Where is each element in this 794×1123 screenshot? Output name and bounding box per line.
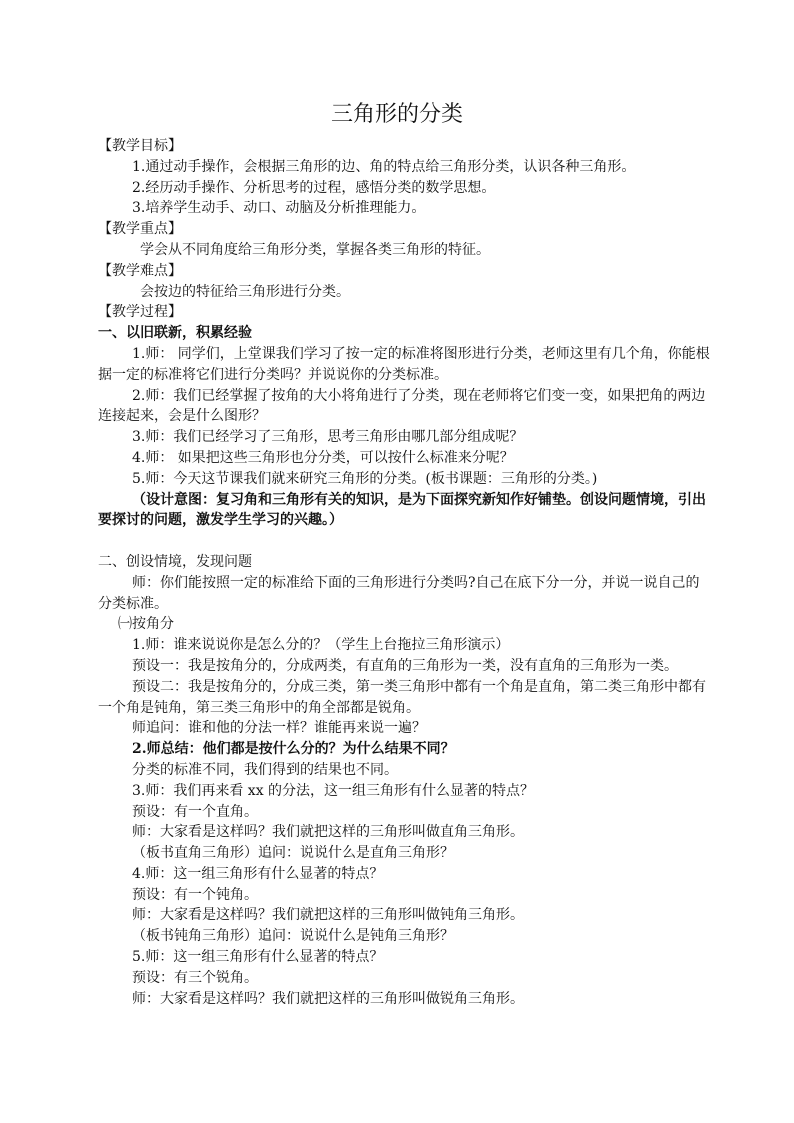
part2-subheading: ㈠按角分 <box>118 616 174 633</box>
section-heading-key: 【教学重点】 <box>98 221 182 238</box>
document-body <box>98 136 710 1009</box>
part2-line: 预设：有三个锐角。 <box>132 969 258 986</box>
part2-summary: 2.师总结：他们都是按什么分的？为什么结果不同？ <box>132 741 455 758</box>
part2-line: （板书直角三角形）追问：说说什么是直角三角形？ <box>132 845 454 862</box>
part2-line: （板书钝角三角形）追问：说说什么是钝角三角形？ <box>132 928 454 945</box>
part1-item: 5.师：今天这节课我们就来研究三角形的分类。(板书课题：三角形的分类。) <box>132 470 598 487</box>
part2-line: 分类的标准不同，我们得到的结果也不同。 <box>132 761 398 778</box>
part2-line: 3.师：我们再来看 xx 的分法，这一组三角形有什么显著的特点？ <box>132 782 535 799</box>
part2-intro: 师：你们能按照一定的标准给下面的三角形进行分类吗?自己在底下分一分，并说一说自己的分类标准。 <box>98 574 700 612</box>
part2-line: 预设一：我是按角分的，分成两类，有直角的三角形为一类，没有直角的三角形为一类。 <box>132 657 678 674</box>
part2-line: 预设：有一个直角。 <box>132 803 258 820</box>
spacer <box>98 531 710 552</box>
part1-item: 3.师：我们已经学习了三角形，思考三角形由哪几部分组成呢？ <box>132 429 524 446</box>
part2-line: 预设：有一个钝角。 <box>132 886 258 903</box>
part2-line: 1.师：谁来说说你是怎么分的？（学生上台拖拉三角形演示） <box>132 637 510 654</box>
part2-line: 师：大家看是这样吗？我们就把这样的三角形叫做锐角三角形。 <box>132 990 524 1007</box>
page-title: 三角形的分类 <box>330 102 463 127</box>
goal-item: 1.通过动手操作，会根据三角形的边、角的特点给三角形分类，认识各种三角形。 <box>132 158 636 175</box>
part1-item: 4.师： 如果把这些三角形也分分类，可以按什么标准来分呢？ <box>132 449 514 466</box>
goal-item: 3.培养学生动手、动口、动脑及分析推理能力。 <box>132 200 426 217</box>
part2-line: 师追问：谁和他的分法一样？谁能再来说一遍？ <box>132 720 426 737</box>
section-heading-difficulty: 【教学难点】 <box>98 262 182 279</box>
key-point: 学会从不同角度给三角形分类，掌握各类三角形的特征。 <box>140 241 490 258</box>
design-intent: （设计意图：复习角和三角形有关的知识，是为下面探究新知作好铺垫。创设问题情境，引出要探讨的问题，激发学生学习的兴趣。） <box>98 491 706 529</box>
part2-line: 预设二：我是按角分的，分成三类，第一类三角形中都有一个角是直角，第二类三角形中都有一个角是钝角，第三类三角形中的角全部都是锐角。 <box>98 678 706 716</box>
goal-item: 2.经历动手操作、分析思考的过程，感悟分类的数学思想。 <box>132 179 496 196</box>
part2-line: 师：大家看是这样吗？我们就把这样的三角形叫做钝角三角形。 <box>132 907 524 924</box>
part2-heading: 二、创设情境，发现问题 <box>98 553 252 570</box>
part1-item: 2.师：我们已经掌握了按角的大小将角进行了分类，现在老师将它们变一变，如果把角的两边连接起来，会是什么图形？ <box>98 387 706 425</box>
part1-item: 1.师： 同学们，上堂课我们学习了按一定的标准将图形进行分类，老师这里有几个角，你能根据一定的标准将它们进行分类吗？并说说你的分类标准。 <box>98 345 710 383</box>
section-heading-process: 【教学过程】 <box>98 304 182 321</box>
difficulty-point: 会按边的特征给三角形进行分类。 <box>140 283 350 300</box>
section-heading-goals: 【教学目标】 <box>98 138 182 154</box>
part1-heading: 一、以旧联新，积累经验 <box>98 325 252 342</box>
part2-line: 4.师：这一组三角形有什么显著的特点？ <box>132 865 384 882</box>
part2-line: 师：大家看是这样吗？我们就把这样的三角形叫做直角三角形。 <box>132 824 524 841</box>
part2-line: 5.师：这一组三角形有什么显著的特点？ <box>132 949 384 966</box>
